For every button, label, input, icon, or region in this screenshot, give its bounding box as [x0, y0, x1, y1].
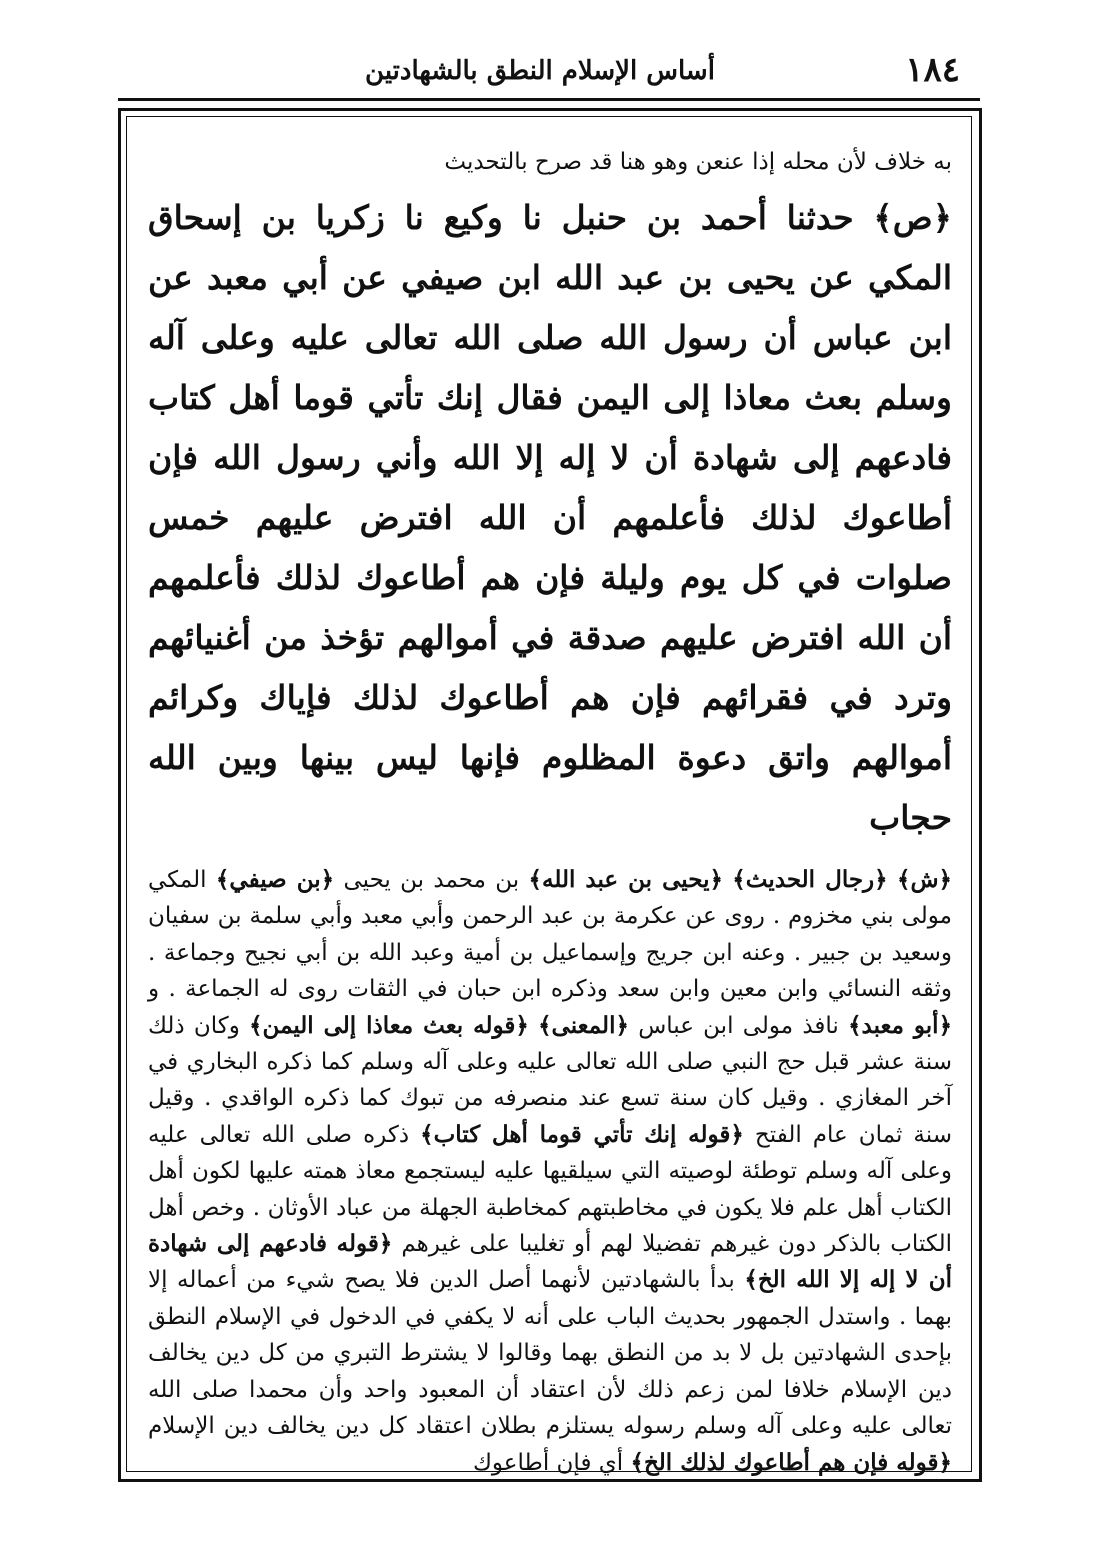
quote-call-to-testimony: ﴿قوله فادعهم إلى شهادة أن لا إله إلا الله الخ﴾: [148, 1230, 952, 1294]
commentary-text: نافذ مولى ابن عباس: [638, 1012, 839, 1039]
commentary-paragraph: [148, 862, 952, 1481]
quote-ibn-sayfi: ﴿بن صيفي﴾: [215, 866, 335, 893]
commentary-text: المكي مولى بني مخزوم . روى عن عكرمة بن عبد الرحمن وأبي معبد وأبي سلمة بن سفيان وسعيد بن جبير . وعنه ابن جريج وإسماعيل بن أمية وعبد الله بن أبي نجيح وجماعة . وثقه النسائي وابن معين وابن سعد وذكره ابن حبان في الثقات روى له الجماعة . و: [148, 867, 952, 1003]
quote-sent-muadh: ﴿قوله بعث معاذا إلى اليمن﴾: [249, 1011, 529, 1039]
quote-if-they-obey: ﴿قوله فإن هم أطاعوك لذلك الخ﴾: [630, 1448, 952, 1476]
hadith-paragraph: [148, 188, 952, 848]
page-header: [120, 48, 960, 92]
page-body: [148, 124, 953, 1476]
commentary-marker: ﴿ش﴾: [896, 866, 953, 893]
quote-meaning-heading: ﴿المعنى﴾: [538, 1011, 629, 1039]
running-title: أساس الإسلام النطق بالشهادتين: [365, 56, 715, 86]
commentary-text: بن محمد بن يحيى: [343, 867, 520, 893]
header-rule: [118, 98, 980, 101]
hadith-marker: ﴿ص﴾: [873, 198, 952, 237]
carry-over-line: به خلاف لأن محله إذا عنعن وهو هنا قد صرح بالتحديث: [444, 149, 952, 175]
hadith-text: حدثنا أحمد بن حنبل نا وكيع نا زكريا بن إسحاق المكي عن يحيى بن عبد الله ابن صيفي عن أبي معبد عن ابن عباس أن رسول الله صلى الله تعالى عليه وعلى آله وسلم بعث معاذا إلى اليمن فقال إنك تأتي قوما أهل كتاب فادعهم إلى شهادة أن لا إله إلا الله وأني رسول الله فإن أطاعوك لذلك فأعلمهم أن الله افترض عليهم خمس صلوات في كل يوم وليلة فإن هم أطاعوك لذلك فأعلمهم أن الله افترض عليهم صدقة في أموالهم تؤخذ من أغنيائهم وترد في فقرائهم فإن هم أطاعوك لذلك فإياك وكرائم أموالهم واتق دعوة المظلوم فإنها ليس بينها وبين الله حجاب: [148, 198, 952, 837]
commentary-text: ذكره صلى الله تعالى عليه وعلى آله وسلم توطئة لوصيته التي سيلقيها عليه ليستجمع معاذ همته عليها لكون أهل الكتاب أهل علم فلا يكون في مخاطبتهم كمخاطبة الجهلة من عباد الأوثان . وخص أهل الكتاب بالذكر دون غيرهم تفضيلا لهم أو تغليبا على غيرهم: [148, 1121, 952, 1258]
quote-people-of-book: ﴿قوله إنك تأتي قوما أهل كتاب﴾: [420, 1120, 744, 1148]
commentary-text: بدأ بالشهادتين لأنهما أصل الدين فلا يصح شيء من أعماله إلا بهما . واستدل الجمهور بحديث الباب على أنه لا يكفي في الدخول في الإسلام النطق بإحدى الشهادتين بل لا بد من النطق بهما وقالوا لا يشترط التبري من كل دين يخالف دين الإسلام خلافا لمن زعم ذلك لأن اعتقاد أن المعبود واحد وأن محمدا صلى الله تعالى عليه وعلى آله وسلم رسوله يستلزم بطلان اعتقاد كل دين يخالف دين الإسلام: [148, 1267, 952, 1440]
page-number: ١٨٤: [905, 50, 960, 90]
quote-narrator-yahya: ﴿يحيى بن عبد الله﴾: [528, 866, 723, 893]
quote-abu-mabad: ﴿أبو معبد﴾: [848, 1011, 953, 1039]
commentary-text: أي فإن أطاعوك: [472, 1449, 624, 1476]
quote-narrators-heading: ﴿رجال الحديث﴾: [732, 866, 888, 893]
commentary-text: وكان ذلك سنة عشر قبل حج النبي صلى الله تعالى عليه وعلى آله وسلم كما ذكره البخاري في آخر المغازي . وقيل كان سنة تسع عند منصرفه من تبوك كما ذكره الواقدي . وقيل سنة ثمان عام الفتح: [148, 1012, 952, 1148]
